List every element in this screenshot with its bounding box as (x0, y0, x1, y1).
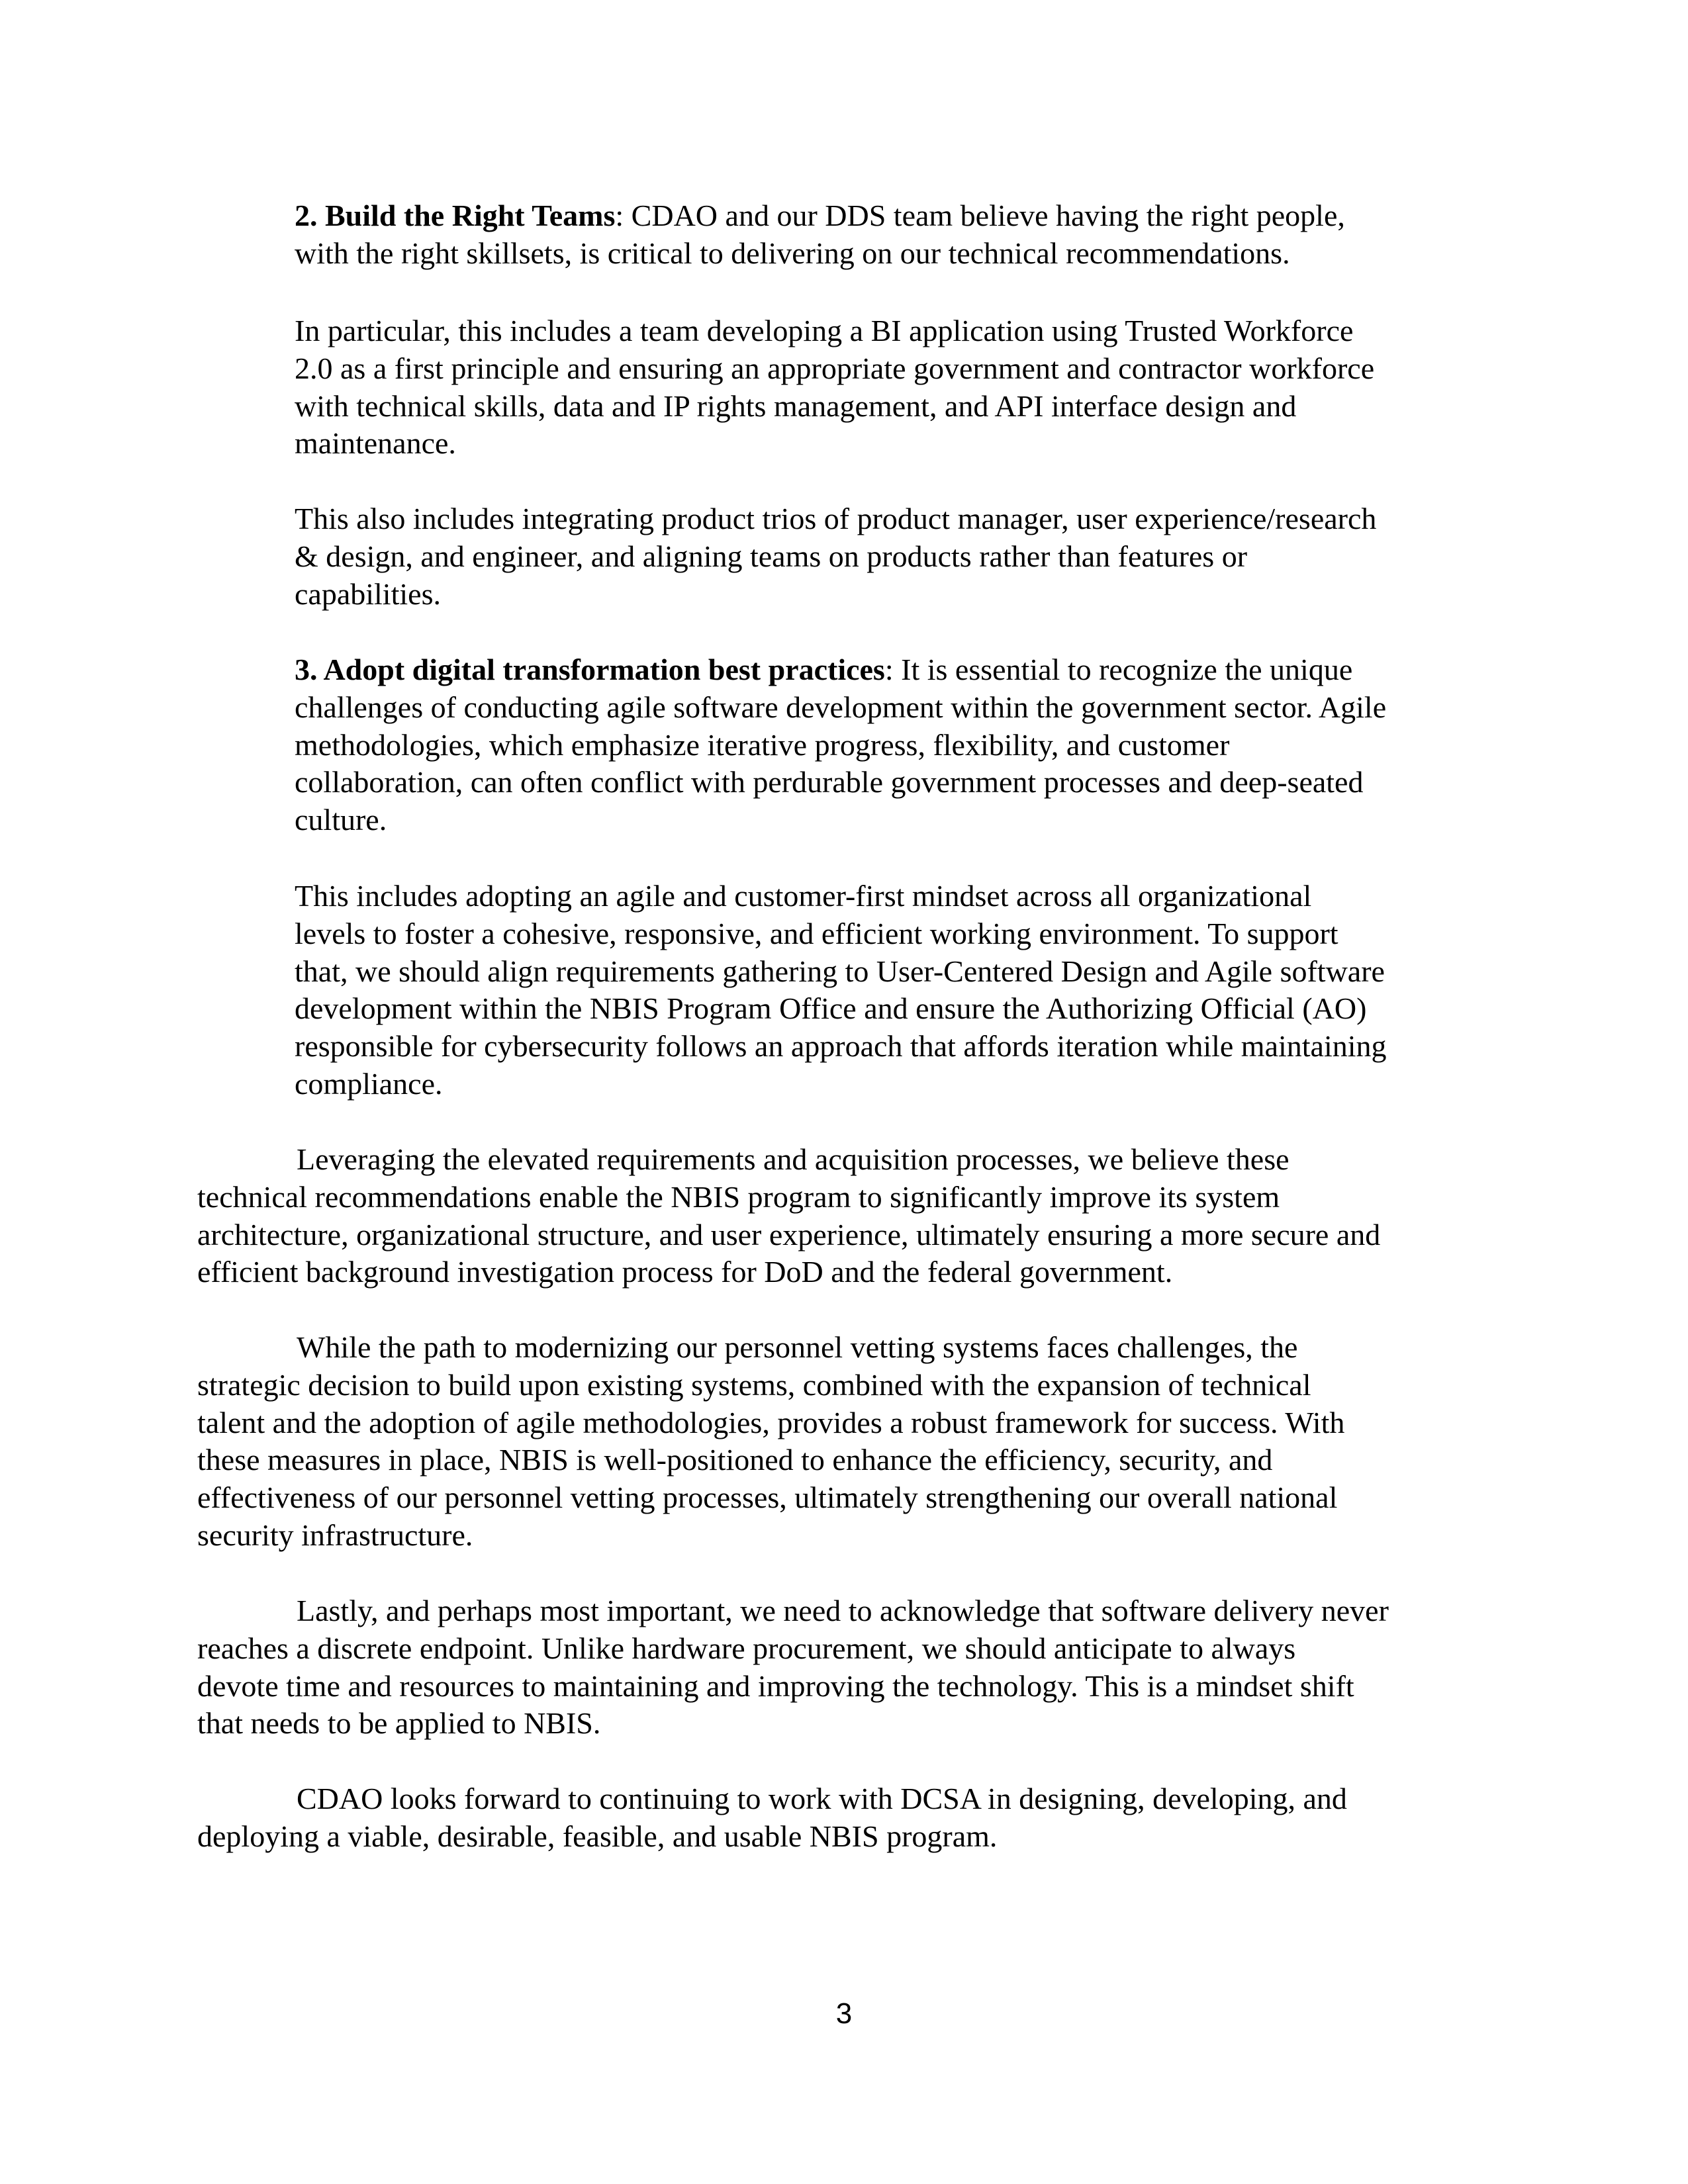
text-line: with technical skills, data and IP rights management, and API interface design and (295, 388, 1297, 423)
text-line: & design, and engineer, and aligning teams on products rather than features or (295, 539, 1248, 573)
paragraph-lastly (197, 1592, 1495, 1743)
text-line: that, we should align requirements gathering to User-Centered Design and Agile software (295, 954, 1385, 988)
paragraph-leveraging (197, 1141, 1495, 1291)
text-line: with the right skillsets, is critical to delivering on our technical recommendations. (295, 236, 1290, 270)
text-line: devote time and resources to maintaining and improving the technology. This is a mindset shift (197, 1668, 1354, 1703)
paragraph-in-particular (295, 312, 1493, 463)
text-line: While the path to modernizing our personnel vetting systems faces challenges, the (297, 1330, 1298, 1364)
section-heading-adopt-best-practices: 3. Adopt digital transformation best practices (295, 653, 885, 686)
text-line: capabilities. (295, 576, 441, 611)
text-line: security infrastructure. (197, 1518, 473, 1552)
page-number: 3 (835, 1997, 853, 2030)
text-line: efficient background investigation process for DoD and the federal government. (197, 1255, 1173, 1289)
paragraph-adopt-best-practices (295, 651, 1493, 839)
text-line: Lastly, and perhaps most important, we need to acknowledge that software delivery never (297, 1594, 1389, 1627)
paragraph-agile-mindset (295, 878, 1493, 1103)
text-line: collaboration, can often conflict with perdurable government processes and deep-seated (295, 765, 1364, 799)
text-line: Leveraging the elevated requirements and acquisition processes, we believe these (297, 1142, 1289, 1176)
text-line: This includes adopting an agile and customer-first mindset across all organizational (295, 879, 1312, 913)
text-line: culture. (295, 803, 387, 837)
paragraph-product-trios (295, 500, 1493, 613)
text-line: This also includes integrating product trios of product manager, user experience/research (295, 502, 1377, 535)
text-line: strategic decision to build upon existing systems, combined with the expansion of technical (197, 1367, 1311, 1402)
text-line: 3. Adopt digital transformation best practices: It is essential to recognize the unique (295, 653, 1353, 686)
text-line: technical recommendations enable the NBIS program to significantly improve its system (197, 1179, 1280, 1214)
text-line: compliance. (295, 1066, 443, 1101)
paragraph-path-to-modernizing (197, 1329, 1495, 1555)
text-line: talent and the adoption of agile methodologies, provides a robust framework for success. With (197, 1405, 1345, 1439)
text-line: CDAO looks forward to continuing to work with DCSA in designing, developing, and (297, 1782, 1347, 1815)
text-line: development within the NBIS Program Office and ensure the Authorizing Official (AO) (295, 991, 1367, 1026)
paragraph-closing (197, 1780, 1495, 1856)
text-line: methodologies, which emphasize iterative progress, flexibility, and customer (295, 727, 1230, 762)
text-line: levels to foster a cohesive, responsive, and efficient working environment. To support (295, 916, 1338, 950)
text-line: reaches a discrete endpoint. Unlike hardware procurement, we should anticipate to always (197, 1631, 1296, 1665)
text-line: 2.0 as a first principle and ensuring an appropriate government and contractor workforce (295, 351, 1375, 385)
text-line: responsible for cybersecurity follows an approach that affords iteration while maintaining (295, 1029, 1387, 1064)
section-heading-build-right-teams: 2. Build the Right Teams (295, 199, 616, 232)
text-line: In particular, this includes a team developing a BI application using Trusted Workforce (295, 314, 1354, 347)
text-line: that needs to be applied to NBIS. (197, 1706, 601, 1741)
text-line: maintenance. (295, 426, 456, 461)
text-line: deploying a viable, desirable, feasible, and usable NBIS program. (197, 1819, 998, 1853)
text-line: challenges of conducting agile software development within the government sector. Agile (295, 690, 1387, 724)
text-line: 2. Build the Right Teams: CDAO and our DDS team believe having the right people, (295, 199, 1345, 232)
text-line: effectiveness of our personnel vetting processes, ultimately strengthening our overall national (197, 1480, 1338, 1515)
text-line: architecture, organizational structure, and user experience, ultimately ensuring a more secure and (197, 1217, 1381, 1251)
text-line: these measures in place, NBIS is well-positioned to enhance the efficiency, security, and (197, 1443, 1273, 1477)
paragraph-build-right-teams (295, 197, 1493, 273)
